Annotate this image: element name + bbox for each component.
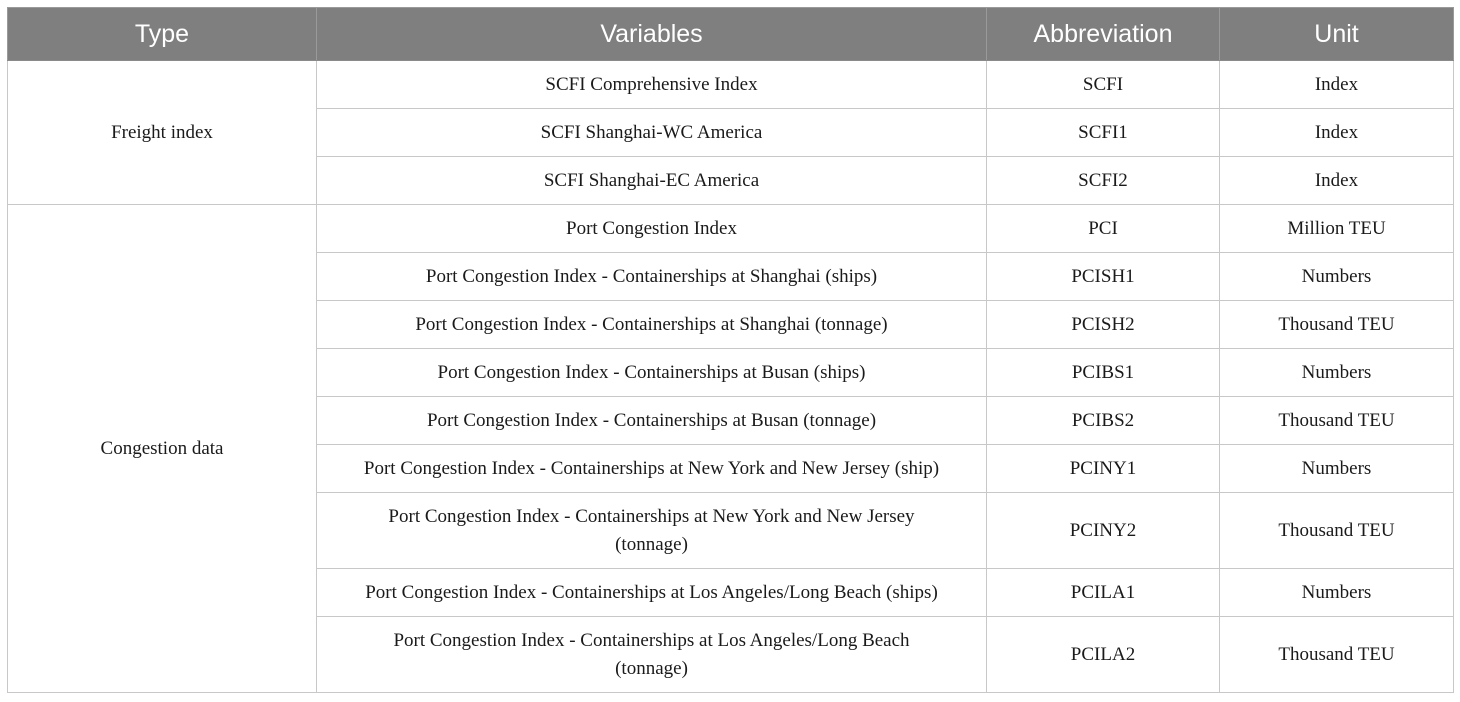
unit-cell: Million TEU [1220, 205, 1454, 253]
header-type: Type [8, 8, 317, 61]
variable-cell: SCFI Comprehensive Index [317, 61, 987, 109]
header-abbreviation: Abbreviation [987, 8, 1220, 61]
abbreviation-cell: SCFI1 [987, 109, 1220, 157]
type-cell-freight-index: Freight index [8, 61, 317, 205]
abbreviation-cell: SCFI2 [987, 157, 1220, 205]
unit-cell: Numbers [1220, 445, 1454, 493]
abbreviation-cell: SCFI [987, 61, 1220, 109]
variable-cell: Port Congestion Index - Containerships at Busan (ships) [317, 349, 987, 397]
unit-cell: Index [1220, 109, 1454, 157]
abbreviation-cell: PCISH1 [987, 253, 1220, 301]
header-variables: Variables [317, 8, 987, 61]
table-row [8, 61, 1454, 109]
unit-cell: Thousand TEU [1220, 301, 1454, 349]
variable-cell: Port Congestion Index [317, 205, 987, 253]
unit-cell: Numbers [1220, 569, 1454, 617]
variable-cell: Port Congestion Index - Containerships at Los Angeles/Long Beach (ships) [317, 569, 987, 617]
abbreviation-cell: PCILA2 [987, 617, 1220, 693]
unit-cell: Thousand TEU [1220, 397, 1454, 445]
variable-cell: Port Congestion Index - Containerships at Shanghai (tonnage) [317, 301, 987, 349]
header-unit: Unit [1220, 8, 1454, 61]
unit-cell: Thousand TEU [1220, 493, 1454, 569]
abbreviation-cell: PCIBS1 [987, 349, 1220, 397]
table-header-row [8, 8, 1454, 61]
variables-table [7, 7, 1454, 693]
unit-cell: Index [1220, 61, 1454, 109]
variable-cell: SCFI Shanghai-WC America [317, 109, 987, 157]
unit-cell: Index [1220, 157, 1454, 205]
abbreviation-cell: PCINY2 [987, 493, 1220, 569]
variable-cell: Port Congestion Index - Containerships at Shanghai (ships) [317, 253, 987, 301]
variable-cell: Port Congestion Index - Containerships at New York and New Jersey (ship) [317, 445, 987, 493]
abbreviation-cell: PCIBS2 [987, 397, 1220, 445]
unit-cell: Numbers [1220, 253, 1454, 301]
variable-cell: Port Congestion Index - Containerships at New York and New Jersey (tonnage) [317, 493, 987, 569]
table-row [8, 205, 1454, 253]
abbreviation-cell: PCISH2 [987, 301, 1220, 349]
abbreviation-cell: PCI [987, 205, 1220, 253]
unit-cell: Thousand TEU [1220, 617, 1454, 693]
type-cell-congestion-data: Congestion data [8, 205, 317, 693]
variable-cell: Port Congestion Index - Containerships at Busan (tonnage) [317, 397, 987, 445]
variable-cell: Port Congestion Index - Containerships at Los Angeles/Long Beach (tonnage) [317, 617, 987, 693]
abbreviation-cell: PCINY1 [987, 445, 1220, 493]
unit-cell: Numbers [1220, 349, 1454, 397]
abbreviation-cell: PCILA1 [987, 569, 1220, 617]
variable-cell: SCFI Shanghai-EC America [317, 157, 987, 205]
